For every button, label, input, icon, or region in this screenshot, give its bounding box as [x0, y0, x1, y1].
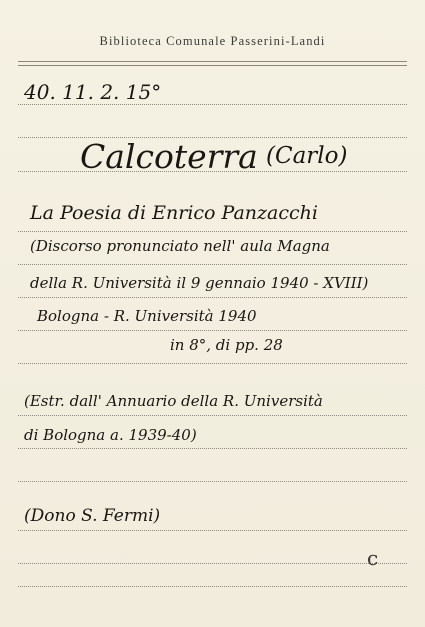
dotted-line — [18, 231, 407, 232]
dotted-line — [18, 448, 407, 449]
dotted-line — [18, 363, 407, 364]
imprint-line: Bologna - R. Università 1940 — [37, 307, 257, 325]
title-line: (Discorso pronunciato nell' aula Magna — [30, 237, 330, 255]
title-line: della R. Università il 9 gennaio 1940 - XVIII) — [30, 274, 369, 292]
author-first-name: (Carlo) — [266, 143, 348, 169]
extent-line: in 8°, di pp. 28 — [170, 336, 283, 354]
dotted-line — [18, 330, 407, 331]
dotted-line — [18, 297, 407, 298]
dotted-line — [18, 563, 407, 564]
dotted-line — [18, 264, 407, 265]
dotted-line — [18, 415, 407, 416]
dotted-line — [18, 530, 407, 531]
author-surname: Calcoterra — [80, 137, 258, 176]
shelfmark: 40. 11. 2. 15° — [24, 80, 162, 104]
library-header: Biblioteca Comunale Passerini-Landi — [99, 34, 326, 48]
note-line: di Bologna a. 1939-40) — [24, 426, 197, 444]
donor-note: (Dono S. Fermi) — [24, 506, 161, 526]
dotted-line — [18, 104, 407, 105]
header-rule-top — [18, 61, 407, 62]
dotted-line — [18, 586, 407, 587]
header-rule-bottom — [18, 65, 407, 66]
margin-mark: c — [367, 546, 379, 570]
title-line: La Poesia di Enrico Panzacchi — [30, 202, 318, 224]
dotted-line — [18, 481, 407, 482]
note-line: (Estr. dall' Annuario della R. Università — [24, 392, 323, 410]
